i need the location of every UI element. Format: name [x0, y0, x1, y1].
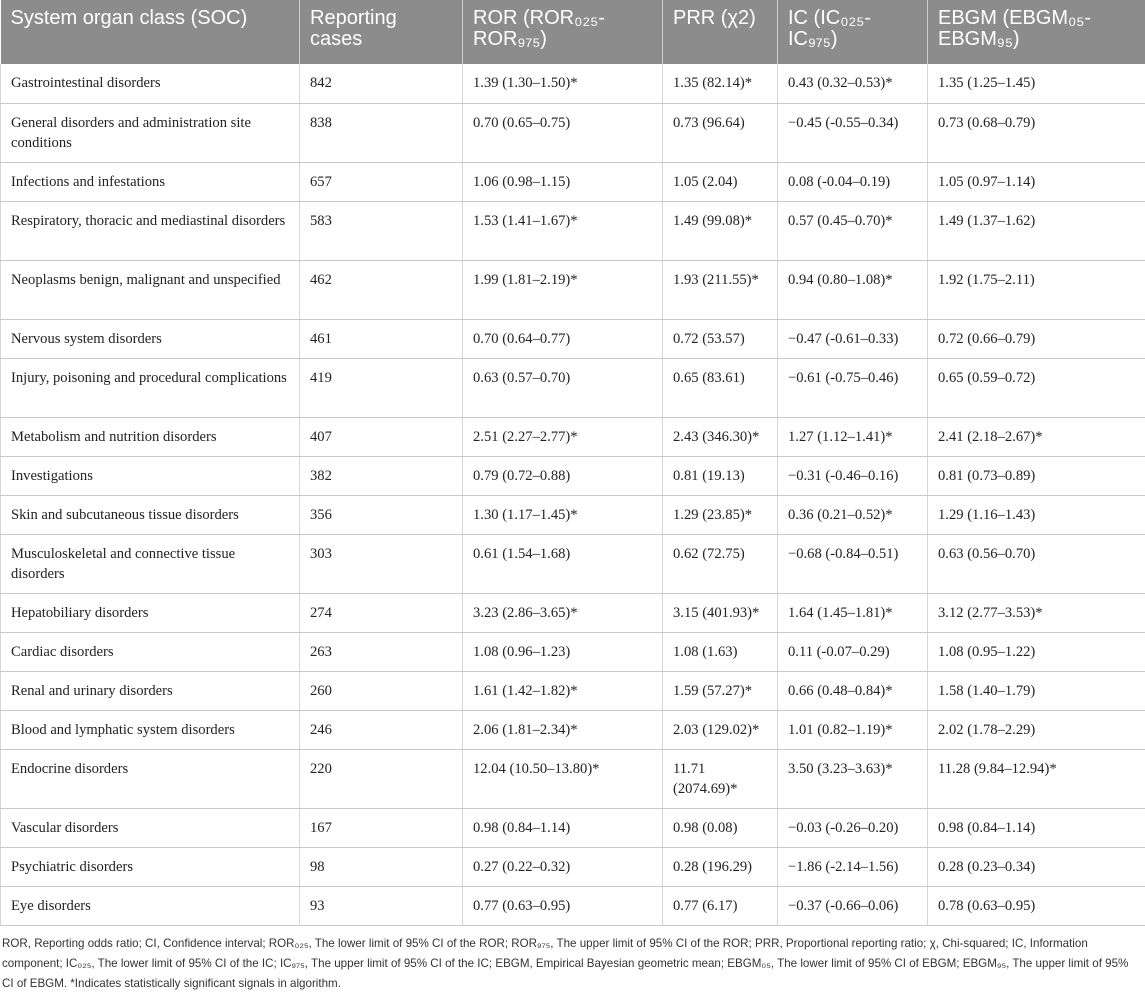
cell-soc: Endocrine disorders — [1, 749, 300, 808]
table-row — [1, 417, 1145, 456]
header-ic: IC (IC₀₂₅-IC₉₇₅) — [778, 0, 928, 64]
cell-ror: 0.63 (0.57–0.70) — [463, 358, 663, 417]
cell-ic: −0.03 (-0.26–0.20) — [778, 808, 928, 847]
cell-ic: −0.68 (-0.84–0.51) — [778, 534, 928, 593]
cell-ror: 2.06 (1.81–2.34)* — [463, 710, 663, 749]
cell-ic: −0.61 (-0.75–0.46) — [778, 358, 928, 417]
header-ebgm: EBGM (EBGM₀₅-EBGM₉₅) — [928, 0, 1145, 64]
cell-soc: Injury, poisoning and procedural complications — [1, 358, 300, 417]
cell-ror: 1.06 (0.98–1.15) — [463, 162, 663, 201]
cell-cases: 98 — [300, 847, 463, 886]
cell-soc: Gastrointestinal disorders — [1, 64, 300, 103]
table-row — [1, 103, 1145, 162]
cell-cases: 838 — [300, 103, 463, 162]
cell-cases: 419 — [300, 358, 463, 417]
cell-ic: −0.47 (-0.61–0.33) — [778, 319, 928, 358]
cell-ic: 0.57 (0.45–0.70)* — [778, 201, 928, 260]
cell-ror: 0.77 (0.63–0.95) — [463, 886, 663, 925]
cell-cases: 356 — [300, 495, 463, 534]
table-row — [1, 847, 1145, 886]
cell-ebgm: 0.73 (0.68–0.79) — [928, 103, 1145, 162]
table-row — [1, 456, 1145, 495]
cell-prr: 0.72 (53.57) — [663, 319, 778, 358]
cell-ror: 12.04 (10.50–13.80)* — [463, 749, 663, 808]
cell-ebgm: 1.35 (1.25–1.45) — [928, 64, 1145, 103]
cell-cases: 93 — [300, 886, 463, 925]
table-footnote: ROR, Reporting odds ratio; CI, Confidence interval; ROR₀₂₅, The lower limit of 95% CI of the ROR; ROR₉₇₅, The upper limit of 95% CI of the ROR; PRR, Proportional reporting ratio; χ, Chi-squared; IC, Information component; IC₀₂₅, The lower limit of 95% CI of the IC; IC₉₇₅, The upper limit of 95% CI of the IC; EBGM, Empirical Bayesian geometric mean; EBGM₀₅, The lower limit of 95% CI of EBGM; EBGM₉₅, The upper limit of 95% CI of EBGM. *Indicates statistically significant signals in algorithm. — [0, 926, 1145, 994]
cell-cases: 167 — [300, 808, 463, 847]
cell-cases: 303 — [300, 534, 463, 593]
cell-ror: 1.30 (1.17–1.45)* — [463, 495, 663, 534]
cell-ebgm: 1.08 (0.95–1.22) — [928, 632, 1145, 671]
cell-ror: 0.70 (0.64–0.77) — [463, 319, 663, 358]
table-row — [1, 319, 1145, 358]
cell-soc: Respiratory, thoracic and mediastinal disorders — [1, 201, 300, 260]
cell-cases: 382 — [300, 456, 463, 495]
cell-soc: Psychiatric disorders — [1, 847, 300, 886]
cell-cases: 220 — [300, 749, 463, 808]
cell-ror: 1.08 (0.96–1.23) — [463, 632, 663, 671]
cell-cases: 657 — [300, 162, 463, 201]
cell-ror: 1.53 (1.41–1.67)* — [463, 201, 663, 260]
table-row — [1, 201, 1145, 260]
cell-ebgm: 0.65 (0.59–0.72) — [928, 358, 1145, 417]
header-cases: Reporting cases — [300, 0, 463, 64]
header-prr: PRR (χ2) — [663, 0, 778, 64]
cell-prr: 11.71 (2074.69)* — [663, 749, 778, 808]
table-row — [1, 495, 1145, 534]
cell-ic: 1.64 (1.45–1.81)* — [778, 593, 928, 632]
cell-ebgm: 1.92 (1.75–2.11) — [928, 260, 1145, 319]
cell-prr: 0.65 (83.61) — [663, 358, 778, 417]
table-body — [1, 64, 1145, 925]
cell-soc: Vascular disorders — [1, 808, 300, 847]
cell-soc: Musculoskeletal and connective tissue disorders — [1, 534, 300, 593]
cell-ic: −1.86 (-2.14–1.56) — [778, 847, 928, 886]
cell-prr: 1.35 (82.14)* — [663, 64, 778, 103]
cell-cases: 842 — [300, 64, 463, 103]
table-row — [1, 162, 1145, 201]
header-soc: System organ class (SOC) — [1, 0, 300, 64]
cell-ic: 0.94 (0.80–1.08)* — [778, 260, 928, 319]
table-row — [1, 671, 1145, 710]
cell-ebgm: 0.98 (0.84–1.14) — [928, 808, 1145, 847]
cell-ic: 0.66 (0.48–0.84)* — [778, 671, 928, 710]
header-row — [1, 0, 1145, 64]
cell-prr: 1.29 (23.85)* — [663, 495, 778, 534]
table-header — [1, 0, 1145, 64]
cell-ic: 0.11 (-0.07–0.29) — [778, 632, 928, 671]
cell-ror: 0.61 (1.54–1.68) — [463, 534, 663, 593]
cell-ic: −0.31 (-0.46–0.16) — [778, 456, 928, 495]
cell-ebgm: 0.78 (0.63–0.95) — [928, 886, 1145, 925]
table-row — [1, 886, 1145, 925]
cell-ror: 1.61 (1.42–1.82)* — [463, 671, 663, 710]
cell-prr: 0.81 (19.13) — [663, 456, 778, 495]
cell-prr: 0.77 (6.17) — [663, 886, 778, 925]
cell-ror: 2.51 (2.27–2.77)* — [463, 417, 663, 456]
table-row — [1, 260, 1145, 319]
cell-ebgm: 1.05 (0.97–1.14) — [928, 162, 1145, 201]
cell-ic: 0.36 (0.21–0.52)* — [778, 495, 928, 534]
cell-ebgm: 0.81 (0.73–0.89) — [928, 456, 1145, 495]
cell-ebgm: 3.12 (2.77–3.53)* — [928, 593, 1145, 632]
table-row — [1, 534, 1145, 593]
cell-cases: 407 — [300, 417, 463, 456]
table-row — [1, 710, 1145, 749]
cell-prr: 1.93 (211.55)* — [663, 260, 778, 319]
cell-prr: 1.05 (2.04) — [663, 162, 778, 201]
cell-cases: 263 — [300, 632, 463, 671]
cell-prr: 2.03 (129.02)* — [663, 710, 778, 749]
table-row — [1, 808, 1145, 847]
table-row — [1, 749, 1145, 808]
cell-ebgm: 0.28 (0.23–0.34) — [928, 847, 1145, 886]
cell-ror: 1.99 (1.81–2.19)* — [463, 260, 663, 319]
table-row — [1, 64, 1145, 103]
cell-ror: 3.23 (2.86–3.65)* — [463, 593, 663, 632]
cell-cases: 246 — [300, 710, 463, 749]
cell-ic: −0.45 (-0.55–0.34) — [778, 103, 928, 162]
cell-ebgm: 11.28 (9.84–12.94)* — [928, 749, 1145, 808]
cell-soc: Cardiac disorders — [1, 632, 300, 671]
cell-ebgm: 1.58 (1.40–1.79) — [928, 671, 1145, 710]
cell-ror: 1.39 (1.30–1.50)* — [463, 64, 663, 103]
cell-ic: −0.37 (-0.66–0.06) — [778, 886, 928, 925]
cell-soc: Renal and urinary disorders — [1, 671, 300, 710]
cell-ic: 3.50 (3.23–3.63)* — [778, 749, 928, 808]
cell-prr: 0.62 (72.75) — [663, 534, 778, 593]
cell-ror: 0.79 (0.72–0.88) — [463, 456, 663, 495]
table-row — [1, 632, 1145, 671]
cell-cases: 260 — [300, 671, 463, 710]
cell-cases: 274 — [300, 593, 463, 632]
cell-soc: Hepatobiliary disorders — [1, 593, 300, 632]
cell-ebgm: 0.63 (0.56–0.70) — [928, 534, 1145, 593]
cell-soc: Neoplasms benign, malignant and unspecified — [1, 260, 300, 319]
cell-ebgm: 1.49 (1.37–1.62) — [928, 201, 1145, 260]
cell-ic: 1.27 (1.12–1.41)* — [778, 417, 928, 456]
cell-ic: 0.43 (0.32–0.53)* — [778, 64, 928, 103]
cell-soc: Metabolism and nutrition disorders — [1, 417, 300, 456]
cell-ror: 0.98 (0.84–1.14) — [463, 808, 663, 847]
cell-prr: 2.43 (346.30)* — [663, 417, 778, 456]
cell-soc: Eye disorders — [1, 886, 300, 925]
cell-cases: 461 — [300, 319, 463, 358]
cell-ebgm: 2.02 (1.78–2.29) — [928, 710, 1145, 749]
cell-prr: 1.49 (99.08)* — [663, 201, 778, 260]
cell-prr: 1.08 (1.63) — [663, 632, 778, 671]
cell-ebgm: 1.29 (1.16–1.43) — [928, 495, 1145, 534]
cell-cases: 462 — [300, 260, 463, 319]
table-row — [1, 593, 1145, 632]
cell-soc: General disorders and administration site conditions — [1, 103, 300, 162]
cell-ebgm: 2.41 (2.18–2.67)* — [928, 417, 1145, 456]
cell-ic: 1.01 (0.82–1.19)* — [778, 710, 928, 749]
cell-soc: Investigations — [1, 456, 300, 495]
header-ror: ROR (ROR₀₂₅-ROR₉₇₅) — [463, 0, 663, 64]
table-row — [1, 358, 1145, 417]
cell-prr: 0.28 (196.29) — [663, 847, 778, 886]
cell-prr: 0.73 (96.64) — [663, 103, 778, 162]
cell-cases: 583 — [300, 201, 463, 260]
cell-prr: 3.15 (401.93)* — [663, 593, 778, 632]
cell-ror: 0.70 (0.65–0.75) — [463, 103, 663, 162]
cell-soc: Infections and infestations — [1, 162, 300, 201]
cell-prr: 1.59 (57.27)* — [663, 671, 778, 710]
cell-ebgm: 0.72 (0.66–0.79) — [928, 319, 1145, 358]
cell-soc: Blood and lymphatic system disorders — [1, 710, 300, 749]
cell-ror: 0.27 (0.22–0.32) — [463, 847, 663, 886]
cell-soc: Skin and subcutaneous tissue disorders — [1, 495, 300, 534]
cell-ic: 0.08 (-0.04–0.19) — [778, 162, 928, 201]
cell-prr: 0.98 (0.08) — [663, 808, 778, 847]
cell-soc: Nervous system disorders — [1, 319, 300, 358]
